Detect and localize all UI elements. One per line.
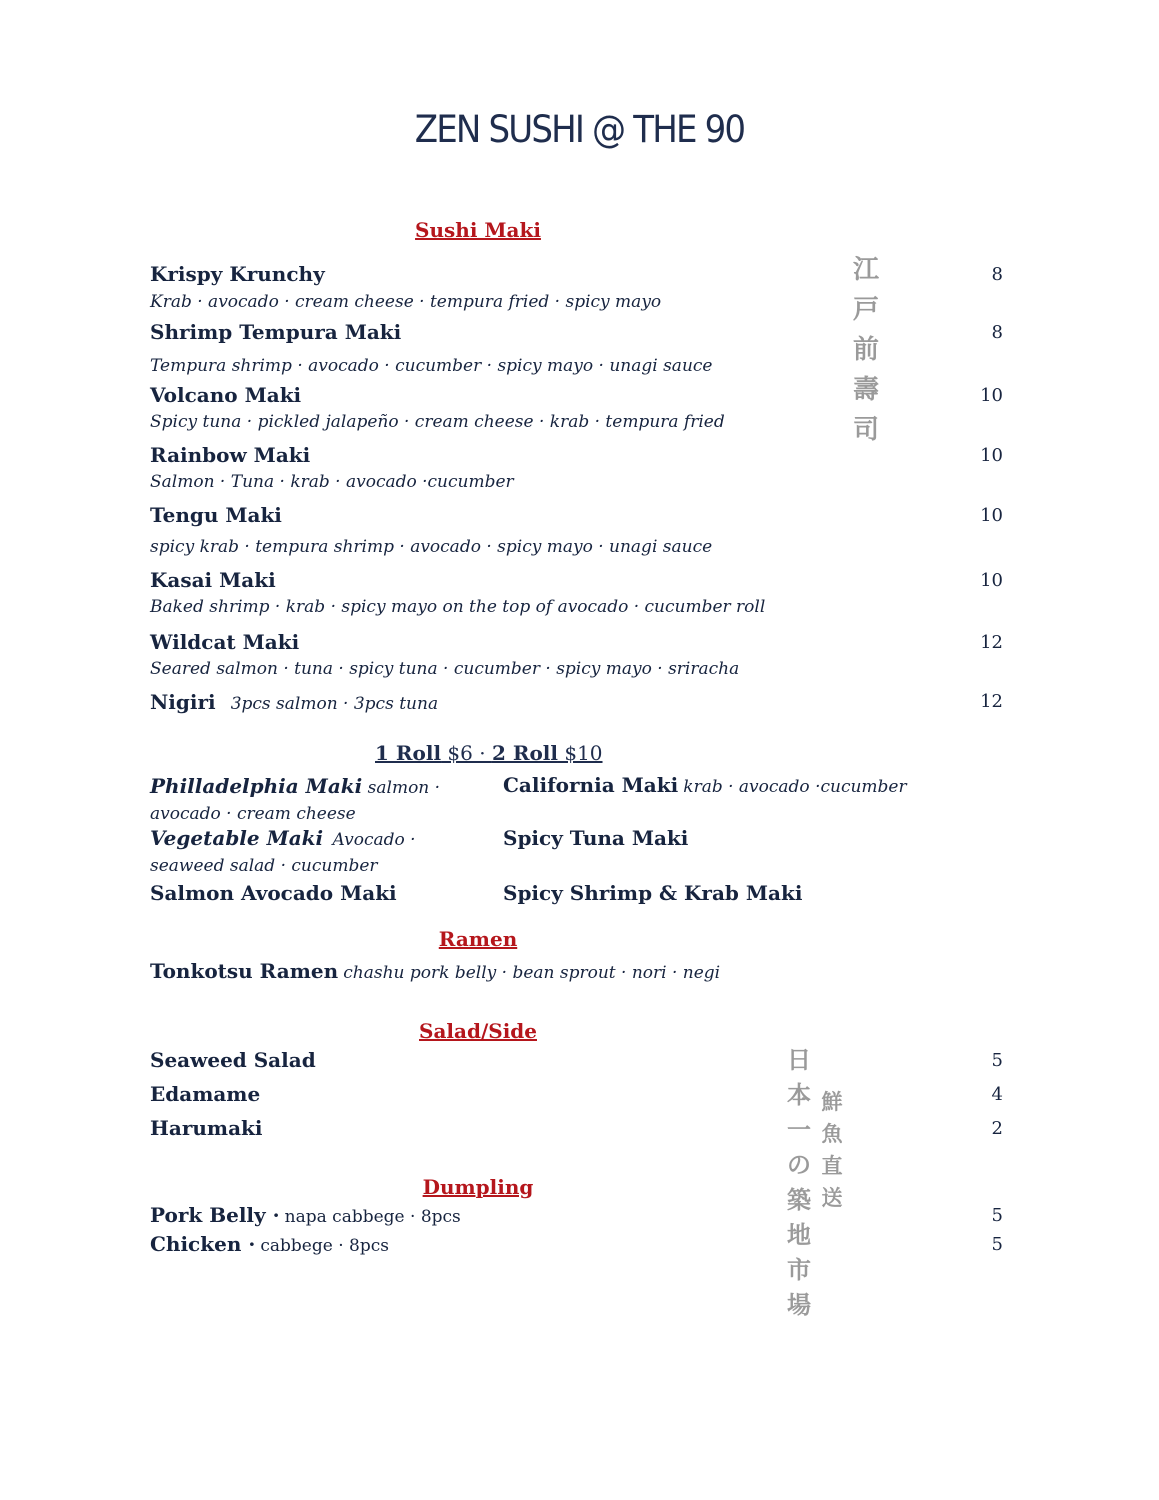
menu-item-name: Pork Belly · xyxy=(150,1203,280,1227)
menu-item-desc: chashu pork belly · bean sprout · nori · negi xyxy=(343,963,721,983)
roll-item xyxy=(503,773,907,797)
kanji-char: 江 xyxy=(852,255,879,285)
menu-item-name: Kasai Maki xyxy=(150,568,276,592)
menu-item-price: 8 xyxy=(991,322,1003,343)
menu-item-desc: Avocado · seaweed salad · cucumber xyxy=(150,830,416,876)
menu-item-name: Spicy Tuna Maki xyxy=(503,826,689,850)
menu-item-name: Philladelphia Maki xyxy=(150,774,363,798)
sushi-maki-heading: Sushi Maki xyxy=(415,218,541,242)
menu-item-desc: Tempura shrimp · avocado · cucumber · spicy mayo · unagi sauce xyxy=(150,356,713,376)
menu-item-price: 10 xyxy=(980,505,1003,526)
kanji-char: 市 xyxy=(787,1255,811,1284)
kanji-char: 鮮 xyxy=(821,1089,843,1114)
kanji-char: 地 xyxy=(787,1220,811,1249)
menu-item-name: Shrimp Tempura Maki xyxy=(150,320,402,344)
rolls-heading-part: $6 · xyxy=(441,741,492,765)
dumpling-item xyxy=(150,1203,461,1227)
menu-item-name: Salmon Avocado Maki xyxy=(150,881,397,905)
kanji-char: 築 xyxy=(787,1185,811,1214)
menu-item-name: Spicy Shrimp & Krab Maki xyxy=(503,881,803,905)
menu-item-name: Wildcat Maki xyxy=(150,630,300,654)
nigiri-row xyxy=(150,690,438,714)
roll-item xyxy=(150,825,490,879)
menu-item-price: 5 xyxy=(991,1050,1003,1071)
menu-item-name: Chicken · xyxy=(150,1232,256,1256)
kanji-decoration-top xyxy=(846,250,886,450)
roll-item xyxy=(150,773,480,827)
menu-item-name: Tengu Maki xyxy=(150,503,282,527)
kanji-char: 一 xyxy=(787,1115,811,1144)
rolls-heading-part: 1 Roll xyxy=(375,741,442,765)
kanji-decoration-bottom-left xyxy=(779,1042,819,1322)
kanji-char: 直 xyxy=(821,1153,843,1178)
kanji-char: 場 xyxy=(787,1290,811,1319)
menu-item-price: 10 xyxy=(980,385,1003,406)
menu-item-desc: 3pcs salmon · 3pcs tuna xyxy=(230,694,439,714)
kanji-char: 送 xyxy=(821,1185,843,1210)
menu-item-desc: Seared salmon · tuna · spicy tuna · cucumber · spicy mayo · sriracha xyxy=(150,659,740,679)
kanji-char: 魚 xyxy=(821,1121,843,1146)
menu-item-price: 12 xyxy=(980,632,1003,653)
menu-item-name: Harumaki xyxy=(150,1116,263,1140)
menu-item-desc: krab · avocado ·cucumber xyxy=(683,777,907,797)
kanji-char: 司 xyxy=(852,415,879,445)
rolls-heading xyxy=(375,741,603,765)
menu-item-name: Vegetable Maki xyxy=(150,826,324,850)
menu-item-price: 8 xyxy=(991,264,1003,285)
kanji-char: の xyxy=(787,1150,811,1179)
menu-item-desc: Krab · avocado · cream cheese · tempura fried · spicy mayo xyxy=(150,292,662,312)
menu-item-name: Seaweed Salad xyxy=(150,1048,316,1072)
menu-item-desc: Baked shrimp · krab · spicy mayo on the top of avocado · cucumber roll xyxy=(150,597,766,617)
menu-item-desc: Salmon · Tuna · krab · avocado ·cucumber xyxy=(150,472,514,492)
rolls-heading-part: 2 Roll xyxy=(491,741,558,765)
menu-item-desc: spicy krab · tempura shrimp · avocado · spicy mayo · unagi sauce xyxy=(150,537,713,557)
rolls-heading-part: $10 xyxy=(557,741,603,765)
kanji-char: 壽 xyxy=(852,375,879,405)
page-title: ZEN SUSHI @ THE 90 xyxy=(414,108,745,151)
salad-side-heading: Salad/Side xyxy=(419,1019,537,1043)
menu-item-price: 5 xyxy=(991,1205,1003,1226)
menu-item-price: 12 xyxy=(980,691,1003,712)
menu-item-price: 4 xyxy=(991,1084,1003,1105)
kanji-char: 日 xyxy=(787,1045,811,1074)
menu-item-desc: Spicy tuna · pickled jalapeño · cream cheese · krab · tempura fried xyxy=(150,412,725,432)
menu-item-name: Tonkotsu Ramen xyxy=(150,959,339,983)
dumpling-heading: Dumpling xyxy=(422,1175,534,1199)
kanji-char: 本 xyxy=(787,1080,811,1109)
menu-item-desc: salmon · avocado · cream cheese xyxy=(150,778,441,824)
kanji-decoration-bottom-right xyxy=(814,1086,850,1214)
menu-item-desc: napa cabbege · 8pcs xyxy=(284,1207,461,1227)
ramen-item xyxy=(150,959,720,983)
menu-item-desc: cabbege · 8pcs xyxy=(260,1236,389,1256)
menu-item-price: 10 xyxy=(980,445,1003,466)
menu-item-name: Nigiri xyxy=(150,690,216,714)
menu-item-price: 10 xyxy=(980,570,1003,591)
menu-item-price: 2 xyxy=(991,1118,1003,1139)
menu-item-name: Krispy Krunchy xyxy=(150,262,325,286)
menu-item-price: 5 xyxy=(991,1234,1003,1255)
menu-item-name: Volcano Maki xyxy=(150,383,302,407)
menu-item-name: Rainbow Maki xyxy=(150,443,311,467)
menu-item-name: California Maki xyxy=(503,773,679,797)
ramen-heading: Ramen xyxy=(438,927,518,951)
menu-item-name: Edamame xyxy=(150,1082,261,1106)
dumpling-item xyxy=(150,1232,389,1256)
kanji-char: 前 xyxy=(852,335,879,365)
kanji-char: 戸 xyxy=(852,295,879,325)
